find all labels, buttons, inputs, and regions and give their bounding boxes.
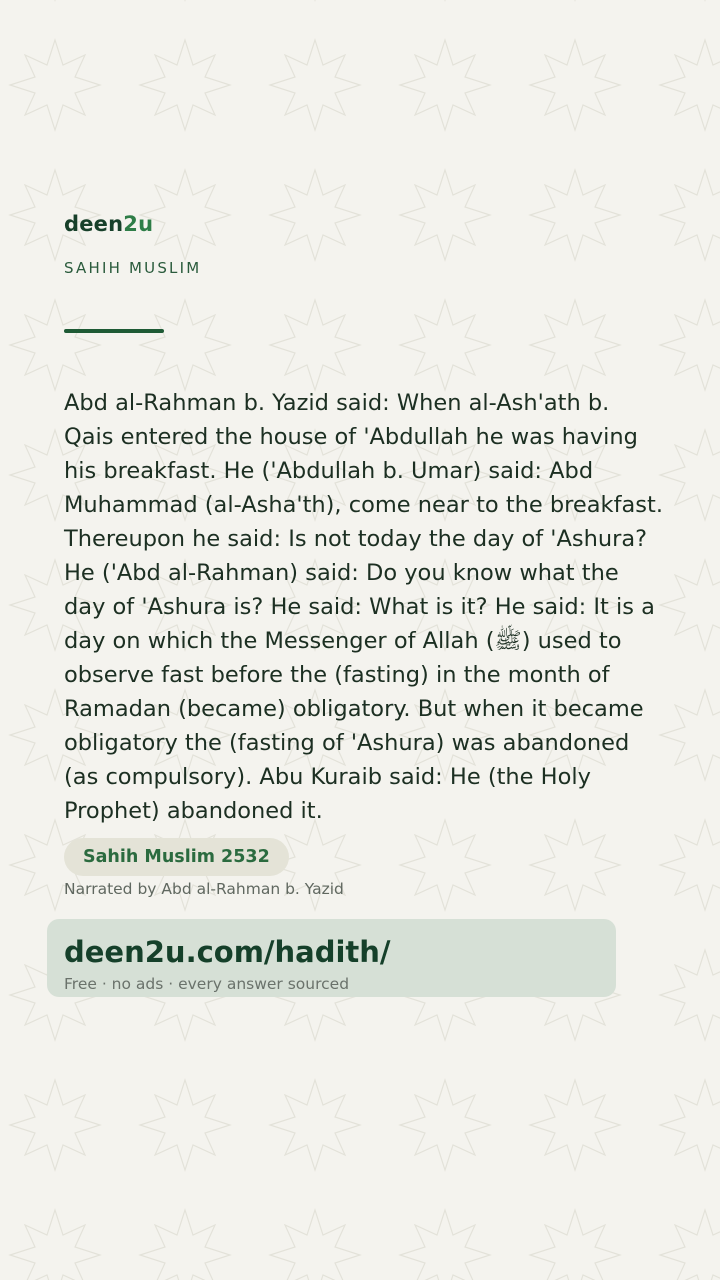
brand-name-accent: 2u	[123, 212, 154, 236]
collection-label: SAHIH MUSLIM	[64, 259, 202, 277]
brand-logo	[64, 212, 153, 236]
divider	[64, 329, 164, 333]
hadith-text: Abd al-Rahman b. Yazid said: When al-Ash'ath b. Qais entered the house of 'Abdullah he was having his breakfast. He ('Abdullah b. Umar) said: Abd Muhammad (al-Asha'th), come near to the breakfast. Thereupon he said: Is not today the day of 'Ashura? He ('Abd al-Rahman) said: Do you know what the day of 'Ashura is? He said: What is it? He said: It is a day on which the Messenger of Allah (ﷺ) used to observe fast before the (fasting) in the month of Ramadan (became) obligatory. But when it became obligatory the (fasting of 'Ashura) was abandoned (as compulsory). Abu Kuraib said: He (the Holy Prophet) abandoned it.	[64, 390, 663, 824]
narrator-text: Narrated by Abd al-Rahman b. Yazid	[64, 880, 344, 898]
cta-tagline: Free · no ads · every answer sourced	[64, 975, 350, 993]
cta-card[interactable]	[47, 919, 616, 997]
brand-name-main: deen	[64, 212, 124, 236]
reference-badge: Sahih Muslim 2532	[64, 838, 289, 876]
cta-url-link[interactable]: deen2u.com/hadith/	[64, 935, 391, 969]
